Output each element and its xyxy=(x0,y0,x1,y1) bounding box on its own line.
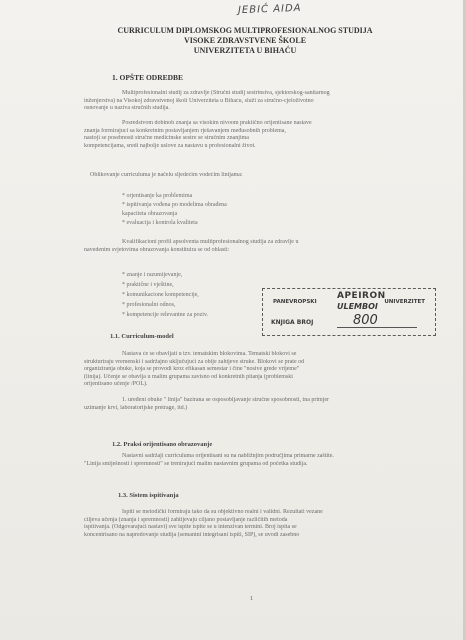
text-line: organiziranja obuke, koja se provodi kroz efikasan semestar i čine "nosive grede vrijeme" xyxy=(84,366,300,373)
text-line: Multiprofesionalni studij za zdravlje (Stručni studij sestrinstva, sjektorskog-sanitarnog xyxy=(122,90,330,96)
section-1-1-paragraph-1 xyxy=(84,351,414,389)
text-line: Oblikovanje curriculuma je načelu sljedećim vodećim linijama: xyxy=(90,172,243,178)
text-line: koncentrisano na napredovanje studija (semantni integrisani ispiti, SIP), se uvodi zasebno xyxy=(84,531,300,538)
stamp-right-text: UNIVERZITET xyxy=(384,299,425,305)
text-line: znanja formirajuci sa konkretnim postavljanjem rješavanjem međusobnih problema, xyxy=(84,127,286,134)
document-title-line-3: UNIVERZITETA U BIHAĆU xyxy=(193,46,297,55)
list-item: * evaluacija i kontrola kvaliteta xyxy=(122,220,198,226)
text-line: inženjerstva) na Visokoj zdravstvenoj školi Univerziteta u Bihaću, služi za stručno-cjeloživotno xyxy=(84,97,314,104)
section-1-3-paragraph xyxy=(84,509,414,539)
stamp-logo-line-2: ULEMBOI xyxy=(337,302,378,311)
list-item: * kompetencije relevantne za poziv. xyxy=(122,312,209,318)
stamp-underline xyxy=(337,327,417,328)
section-1-1-paragraph-2 xyxy=(84,397,414,412)
text-line: "Linija smiješnosti i spremnosti" se trenirajući malim nastavnim grupama od početka studija. xyxy=(84,460,308,467)
list-item: * komunikacione kompetencije, xyxy=(122,292,199,298)
section-1-2-paragraph xyxy=(84,453,414,468)
list-item: * znanje i razumijevanje, xyxy=(122,272,183,278)
section-1-2-heading: 1.2. Praksi orijentisano obrazovanje xyxy=(112,441,213,448)
text-line: Nastavni sadržaji curriculuma orijentisani su na nabližnjim područjima primarne zaštite. xyxy=(122,453,334,459)
list-item: * praktične i vještine, xyxy=(122,282,174,288)
text-line: Ispiti se metodički formiraju tako da su objektivno realni i validni. Rezultati vezane xyxy=(122,509,323,515)
section-1-paragraph-1 xyxy=(84,90,414,113)
stamp-left-text: PANEVROPSKI xyxy=(273,299,317,305)
text-line: Kvalifikacioni profil apsolventa multiprofesionalnog studija za zdravlje u xyxy=(122,239,299,245)
list-item: * ispitivanja vođena po modelima obrađena xyxy=(122,202,227,208)
text-line: nastoji se posebnosti stručne medicinske sestre se stručnim znanjima xyxy=(84,135,249,142)
section-1-paragraph-2 xyxy=(84,120,414,150)
text-line: kompetencijama, sredi najbolje uslove za nastavu u profesionalni život. xyxy=(84,142,256,149)
stamp-logo-line-1: APEIRON xyxy=(337,291,386,301)
section-1-paragraph-3 xyxy=(90,172,410,180)
text-line: ciljeva učenja (znanja i spremnosti) zahtijevaju ciljano postavljanje različitih metoda xyxy=(84,516,288,523)
section-1-1-heading: 1.1. Curriculum-model xyxy=(110,333,174,340)
section-1-3-heading: 1.3. Sistem ispitivanja xyxy=(118,492,179,499)
document-title-line-1: CURRICULUM DIPLOMSKOG MULTIPROFESIONALNOG STUDIJA xyxy=(117,26,373,35)
section-1-paragraph-4 xyxy=(84,239,414,254)
text-line: (linija). Učenje se obavlja u malim grupama zavisno od konkretnih pitanja (problemski xyxy=(84,373,293,380)
handwritten-note: JEBIĆ AIDA xyxy=(237,2,302,17)
document-title-line-2: VISOKE ZDRAVSTVENE ŠKOLE xyxy=(183,36,307,45)
list-item: * orjentisanje ka problemima xyxy=(122,193,193,199)
text-line: 1. uređeni obuke " linija" bazirana se osposobljavanje stručne sposobnosti, tna primjer xyxy=(122,397,330,403)
stamp-book-number: 800 xyxy=(353,313,378,328)
list-item: * profesionalni odnos, xyxy=(122,302,176,308)
list-item: kapaciteta obrazovanja xyxy=(122,211,178,217)
section-1-heading: 1. OPŠTE ODREDBE xyxy=(112,73,184,82)
text-line: ispitivanja. (Odgovarajući nastavi) sve ispite ispite se u intenzivan termini. Broj ispita se xyxy=(84,524,297,531)
text-line: orijentisano učenje /POL). xyxy=(84,381,148,388)
stamp-book-label: KNJIGA BROJ xyxy=(271,319,314,326)
page-number: 1 xyxy=(250,596,253,602)
text-line: strukturiraju vremenski i sadržajno uključujući za obije zahtjeve struke. Blokovi se prate od xyxy=(84,358,305,365)
text-line: Posredstvom dobinoh znanja sa visokim nivoom praktično orijentisane nastave xyxy=(122,120,312,126)
text-line: osnovanje u naziva stručnih studija. xyxy=(84,105,170,112)
text-line: Nastava će se obavljati u tzv. tematskim blokovima. Tematski blokovi se xyxy=(122,351,297,357)
text-line: uzimanje krvi, laboratorijske pretrage, itd.) xyxy=(84,404,188,411)
library-stamp xyxy=(262,288,436,336)
text-line: navedenim svjetovima obrazovanja konstituira se od oblasti: xyxy=(84,246,230,253)
